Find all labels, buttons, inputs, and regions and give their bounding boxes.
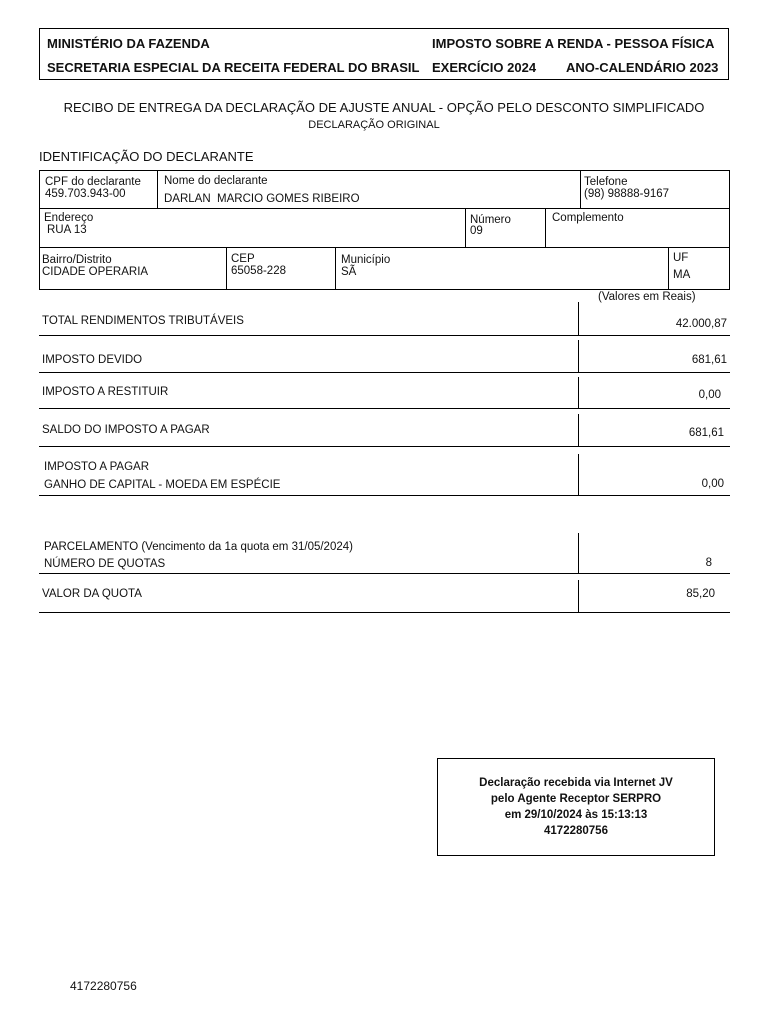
- cep-label: CEP: [231, 253, 255, 265]
- identification-col-divider: [226, 247, 227, 290]
- name-label: Nome do declarante: [164, 175, 268, 187]
- name-value: DARLAN MARCIO GOMES RIBEIRO: [164, 193, 360, 205]
- value-row-amount: 0,00: [698, 389, 721, 401]
- value-col-divider: [578, 302, 579, 335]
- capital-gain-label-2: GANHO DE CAPITAL - MOEDA EM ESPÉCIE: [44, 479, 281, 491]
- number-label: Número: [470, 214, 511, 226]
- identification-col-divider: [157, 170, 158, 208]
- value-row-amount: 42.000,87: [675, 318, 727, 330]
- value-row-label: SALDO DO IMPOSTO A PAGAR: [42, 424, 210, 436]
- city-label: Município: [341, 254, 391, 266]
- secretaria-name: SECRETARIA ESPECIAL DA RECEITA FEDERAL DO BRASIL: [47, 60, 420, 75]
- cep-value: 65058-228: [231, 265, 286, 277]
- address-label: Endereço: [44, 212, 94, 224]
- currency-note: (Valores em Reais): [598, 291, 696, 303]
- value-row-divider: [39, 335, 730, 336]
- ministry-name: MINISTÉRIO DA FAZENDA: [47, 36, 210, 51]
- identification-col-divider: [580, 170, 581, 208]
- value-row-divider: [39, 573, 730, 574]
- district-value: CIDADE OPERARIA: [42, 266, 149, 278]
- district-label: Bairro/Distrito: [42, 254, 112, 266]
- footer-code: 4172280756: [70, 979, 137, 993]
- reception-line: pelo Agente Receptor SERPRO: [490, 793, 662, 805]
- address-value: RUA 13: [47, 224, 87, 236]
- value-row-amount: 681,61: [691, 354, 727, 366]
- complement-label: Complemento: [552, 212, 624, 224]
- value-row-divider: [39, 372, 730, 373]
- reception-line: 4172280756: [544, 825, 608, 837]
- city-value: SÃ: [341, 266, 357, 278]
- quota-amount: 85,20: [686, 588, 715, 600]
- value-col-divider: [578, 580, 579, 612]
- phone-value: (98) 98888-9167: [584, 188, 670, 200]
- reception-line: em 29/10/2024 às 15:13:13: [504, 809, 648, 821]
- identification-col-divider: [668, 247, 669, 290]
- installment-label-1: PARCELAMENTO (Vencimento da 1a quota em 31/05/2024): [44, 541, 353, 553]
- identification-section-title: IDENTIFICAÇÃO DO DECLARANTE: [39, 149, 254, 164]
- number-value: 09: [470, 225, 483, 237]
- identification-row-divider: [39, 208, 730, 209]
- quota-label: VALOR DA QUOTA: [42, 588, 142, 600]
- uf-value: MA: [673, 269, 691, 281]
- value-col-divider: [578, 377, 579, 408]
- value-col-divider: [578, 454, 579, 496]
- cpf-value: 459.703.943-00: [45, 188, 126, 200]
- value-col-divider: [578, 340, 579, 372]
- identification-col-divider: [545, 208, 546, 247]
- identification-col-divider: [335, 247, 336, 290]
- cpf-label: CPF do declarante: [45, 176, 141, 188]
- installment-count: 8: [705, 557, 712, 569]
- value-col-divider: [578, 414, 579, 446]
- phone-label: Telefone: [584, 176, 628, 188]
- exercicio: EXERCÍCIO 2024: [432, 60, 537, 75]
- reception-text: [437, 775, 715, 839]
- identification-col-divider: [465, 208, 466, 247]
- capital-gain-label-1: IMPOSTO A PAGAR: [44, 461, 150, 473]
- value-col-divider: [578, 533, 579, 574]
- installment-label-2: NÚMERO DE QUOTAS: [44, 558, 166, 570]
- value-row-amount: 681,61: [688, 427, 724, 439]
- tax-title: IMPOSTO SOBRE A RENDA - PESSOA FÍSICA: [432, 36, 715, 51]
- value-row-divider: [39, 446, 730, 447]
- uf-label: UF: [673, 252, 689, 264]
- receipt-title: RECIBO DE ENTREGA DA DECLARAÇÃO DE AJUSTE ANUAL - OPÇÃO PELO DESCONTO SIMPLIFICADO: [63, 100, 705, 115]
- ano-calendario: ANO-CALENDÁRIO 2023: [566, 60, 719, 75]
- value-row-label: TOTAL RENDIMENTOS TRIBUTÁVEIS: [42, 315, 244, 327]
- receipt-subtitle: DECLARAÇÃO ORIGINAL: [308, 119, 440, 131]
- value-row-divider: [39, 612, 730, 613]
- capital-gain-amount: 0,00: [701, 478, 724, 490]
- value-row-divider: [39, 495, 730, 496]
- reception-line: Declaração recebida via Internet JV: [479, 777, 673, 789]
- value-row-divider: [39, 408, 730, 409]
- value-row-label: IMPOSTO A RESTITUIR: [42, 386, 169, 398]
- identification-row-divider: [39, 247, 730, 248]
- value-row-label: IMPOSTO DEVIDO: [42, 354, 143, 366]
